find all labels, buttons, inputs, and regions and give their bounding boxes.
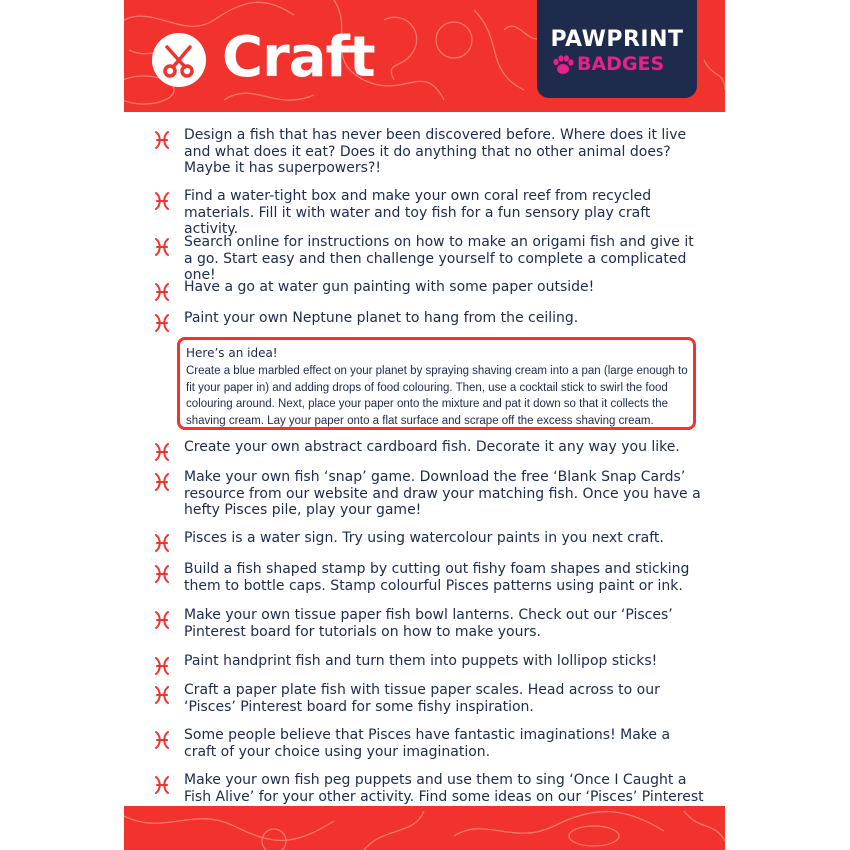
idea-body: Create a blue marbled effect on your planet by spraying shaving cream into a pan (large enough to fit your paper in) and adding drops of food colouring. Then, use a cocktail stick to swirl the food colouring around. Next, place your paper onto the mixture and pat it down so that it collects the shaving cream. Lay your paper onto a flat surface and scrape off the excess shaving cream. (186, 365, 688, 427)
pisces-icon (154, 314, 170, 332)
pisces-icon (154, 131, 170, 149)
footer-banner (124, 806, 725, 850)
footer-decoration (124, 806, 725, 850)
item-text: Search online for instructions on how to make an origami fish and give it a go. Start easy and then challenge yourself to complete a complicated one! (184, 234, 694, 283)
page-title: Craft (222, 25, 375, 90)
pisces-icon (154, 611, 170, 629)
item-text: Build a fish shaped stamp by cutting out fishy foam shapes and sticking them to bottle caps. Stamp colourful Pisces patterns using paint or ink. (184, 561, 690, 594)
idea-box (177, 337, 696, 430)
pisces-icon (154, 776, 170, 794)
item-text: Make your own tissue paper fish bowl lanterns. Check out our ‘Pisces’ Pinterest board for tutorials on how to make yours. (184, 607, 673, 640)
craft-page (124, 0, 725, 850)
item-text: Make your own fish ‘snap’ game. Download the free ‘Blank Snap Cards’ resource from our website and draw your matching fish. Once you have a hefty Pisces pile, play your game! (184, 469, 701, 518)
badge-line2: BADGES (577, 53, 665, 75)
pisces-icon (154, 473, 170, 491)
pisces-icon (154, 731, 170, 749)
scissors-icon (152, 33, 206, 87)
item-text: Pisces is a water sign. Try using watercolour paints in you next craft. (184, 530, 664, 546)
pisces-icon (154, 443, 170, 461)
pisces-icon (154, 238, 170, 256)
pisces-icon (154, 534, 170, 552)
pisces-icon (154, 657, 170, 675)
pisces-icon (154, 192, 170, 210)
item-text: Paint handprint fish and turn them into puppets with lollipop sticks! (184, 653, 658, 669)
item-text: Have a go at water gun painting with some paper outside! (184, 279, 595, 295)
idea-title: Here’s an idea! (186, 346, 278, 360)
item-text: Find a water-tight box and make your own coral reef from recycled materials. Fill it with water and toy fish for a fun sensory play craft activity. (184, 188, 652, 237)
pisces-icon (154, 565, 170, 583)
item-text: Craft a paper plate fish with tissue paper scales. Head across to our ‘Pisces’ Pinterest board for some fishy inspiration. (184, 682, 660, 715)
item-text: Paint your own Neptune planet to hang from the ceiling. (184, 310, 579, 326)
item-text: Some people believe that Pisces have fantastic imaginations! Make a craft of your choice using your imagination. (184, 727, 671, 760)
item-text: Make your own fish peg puppets and use them to sing ‘Once I Caught a Fish Alive’ for your other activity. Find some ideas on our ‘Pisces’ Pinterest (184, 772, 704, 805)
pawprint-badges-logo (537, 0, 697, 98)
header-banner (124, 0, 725, 112)
item-text: Design a fish that has never been discovered before. Where does it live and what does it eat? Does it do anything that no other animal does? Maybe it has superpowers?! (184, 127, 687, 176)
badge-line1: PAWPRINT (550, 27, 684, 52)
pisces-icon (154, 283, 170, 301)
item-text: Create your own abstract cardboard fish. Decorate it any way you like. (184, 439, 680, 455)
scissors-logo (152, 33, 206, 87)
pisces-icon (154, 686, 170, 704)
paw-icon (552, 55, 574, 75)
